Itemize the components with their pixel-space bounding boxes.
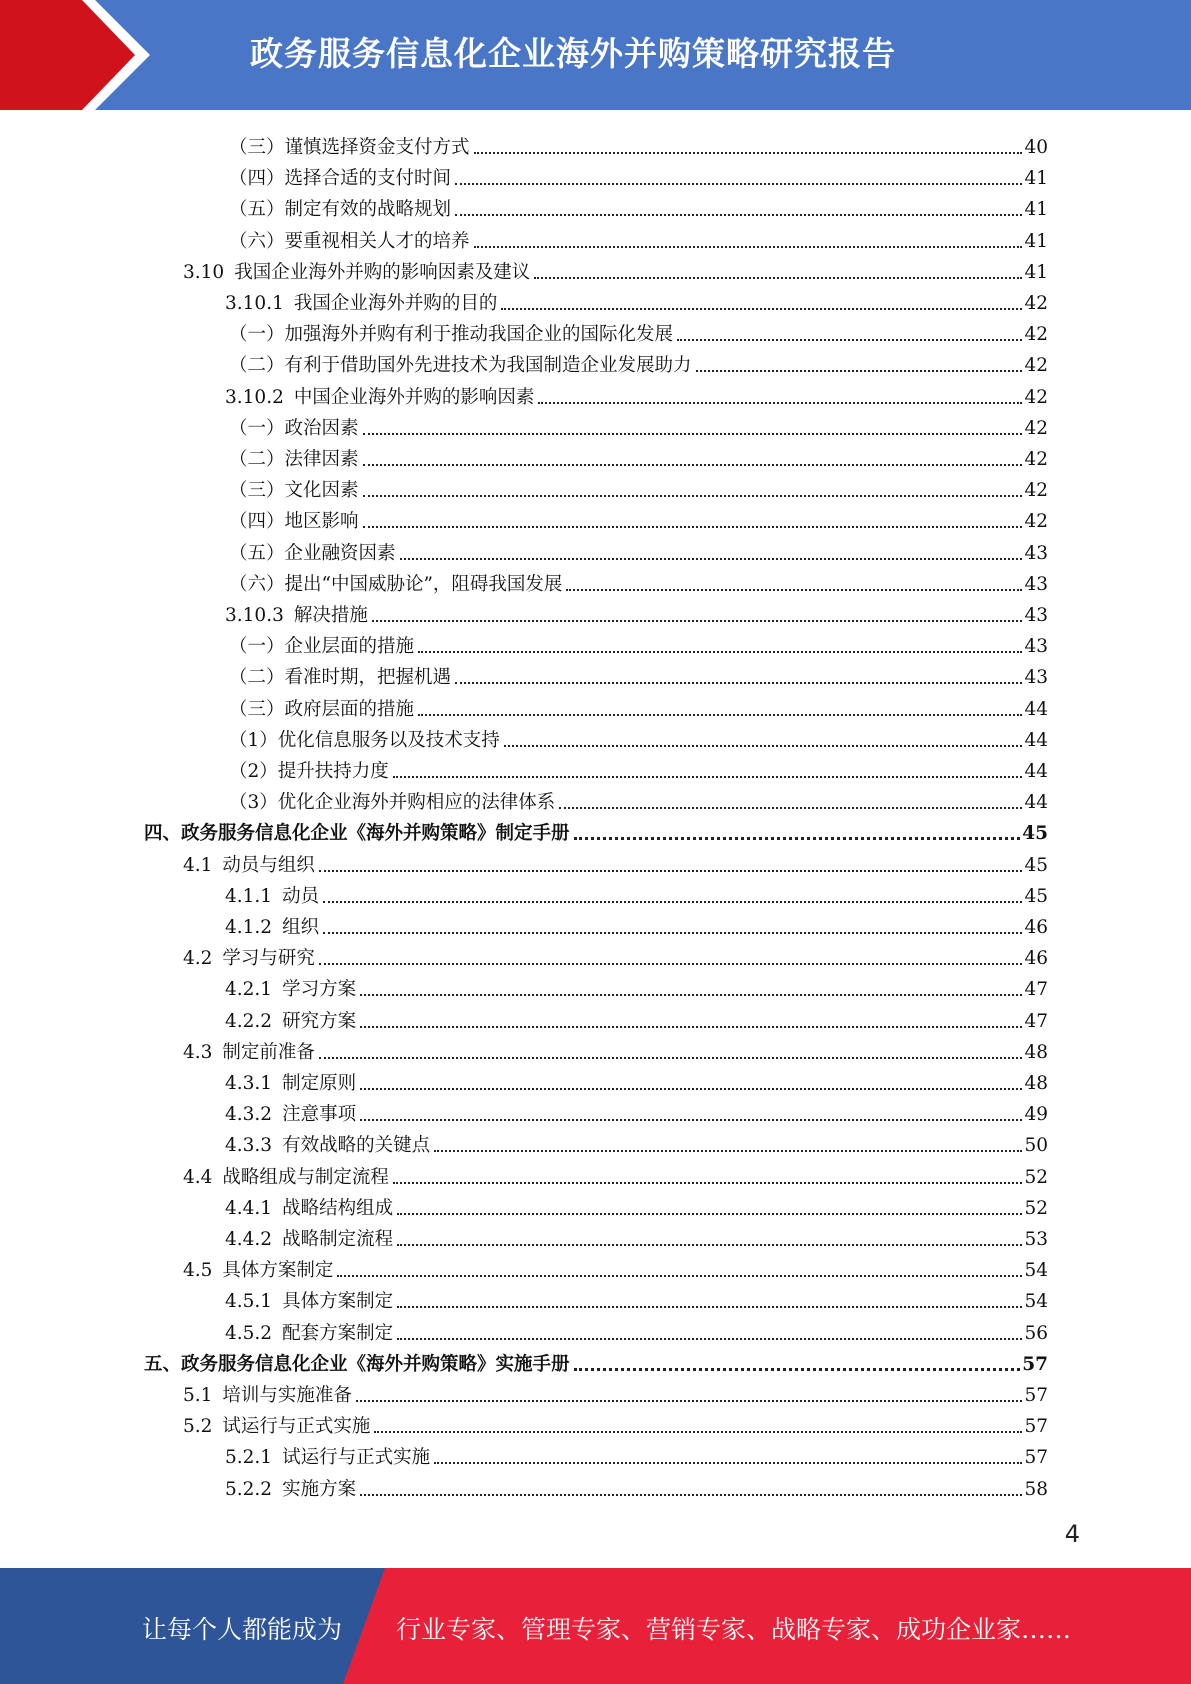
toc-entry-number: 4.4.2	[225, 1229, 273, 1250]
toc-dot-leader	[455, 682, 1022, 684]
toc-entry-title: 研究方案	[282, 1010, 357, 1032]
toc-dot-leader	[319, 1057, 1023, 1059]
toc-entry-page: 41	[1024, 168, 1048, 190]
toc-entry[interactable]	[225, 877, 1048, 908]
toc-dot-leader	[319, 963, 1023, 965]
toc-dot-leader	[474, 246, 1023, 248]
toc-entry-title: （四）选择合适的支付时间	[229, 168, 452, 190]
toc-entry-title: 四、政务服务信息化企业《海外并购策略》制定手册	[144, 823, 570, 845]
toc-dot-leader	[323, 901, 1022, 903]
toc-entry[interactable]	[183, 939, 1048, 970]
toc-entry-page: 48	[1024, 1041, 1048, 1063]
toc-dot-leader	[356, 1400, 1023, 1402]
toc-entry-title: 具体方案制定	[282, 1291, 394, 1313]
toc-entry-number: 4.3.3	[225, 1135, 273, 1157]
toc-entry-title: 制定原则	[282, 1073, 357, 1094]
toc-entry-page: 56	[1024, 1322, 1048, 1344]
toc-entry-number: 4.4	[183, 1166, 213, 1188]
toc-entry-page: 47	[1024, 1010, 1048, 1032]
toc-dot-leader	[397, 1338, 1022, 1340]
toc-entry-number: 4.4.1	[225, 1197, 273, 1219]
toc-entry-title: 战略结构组成	[282, 1197, 394, 1219]
toc-entry-title: 解决措施	[293, 605, 368, 626]
toc-entry[interactable]	[225, 1314, 1048, 1345]
toc-entry-title: 配套方案制定	[282, 1322, 394, 1344]
toc-entry-number: 5.2.1	[225, 1447, 273, 1469]
header-red-flag-decoration	[0, 0, 160, 110]
toc-entry-title: （四）地区影响	[229, 511, 359, 533]
toc-entry-page: 45	[1024, 885, 1048, 907]
toc-entry-title: 学习与研究	[222, 948, 315, 970]
toc-entry-number: 5.2.2	[225, 1478, 273, 1500]
toc-entry-title: 动员与组织	[222, 854, 315, 876]
toc-entry[interactable]	[225, 1064, 1048, 1095]
footer-slogan-left: 让每个人都能成为	[142, 1615, 343, 1644]
toc-entry-title: （2）提升扶持力度	[229, 761, 389, 782]
toc-entry-page: 54	[1024, 1291, 1048, 1313]
toc-entry[interactable]	[183, 1376, 1048, 1407]
toc-dot-leader	[400, 558, 1023, 560]
toc-entry-page: 54	[1024, 1260, 1048, 1282]
toc-entry[interactable]	[229, 565, 1048, 596]
toc-entry-title: （五）企业融资因素	[229, 542, 396, 564]
toc-dot-leader	[677, 339, 1022, 341]
toc-entry[interactable]	[229, 222, 1048, 253]
toc-entry-title: （一）加强海外并购有利于推动我国企业的国际化发展	[229, 324, 674, 346]
toc-entry-title: 有效战略的关键点	[282, 1135, 431, 1157]
toc-dot-leader	[360, 994, 1022, 996]
toc-entry-number: 4.2.2	[225, 1010, 273, 1032]
toc-entry-page: 43	[1024, 667, 1048, 689]
toc-entry-page: 48	[1024, 1073, 1048, 1094]
toc-entry-title: （二）有利于借助国外先进技术为我国制造企业发展助力	[229, 355, 692, 377]
toc-entry-number: 3.10	[183, 261, 225, 283]
toc-entry-page: 52	[1024, 1197, 1048, 1219]
toc-entry[interactable]	[144, 814, 1048, 845]
toc-entry[interactable]	[225, 908, 1048, 939]
toc-entry-page: 43	[1024, 573, 1048, 595]
toc-dot-leader	[393, 1182, 1023, 1184]
toc-dot-leader	[574, 837, 1021, 840]
toc-entry[interactable]	[229, 658, 1048, 689]
toc-dot-leader	[397, 1244, 1022, 1246]
toc-entry-page: 43	[1024, 636, 1048, 658]
toc-entry-number: 3.10.3	[225, 605, 284, 626]
toc-entry-page: 45	[1024, 854, 1048, 876]
toc-dot-leader	[434, 1150, 1022, 1152]
toc-entry-title: 中国企业海外并购的影响因素	[293, 386, 535, 408]
toc-entry[interactable]	[229, 159, 1048, 190]
toc-entry[interactable]	[225, 1002, 1048, 1033]
toc-dot-leader	[360, 1494, 1022, 1496]
toc-dot-leader	[534, 277, 1022, 279]
toc-entry-title: （五）制定有效的战略规划	[229, 199, 452, 221]
toc-entry-number: 4.3.1	[225, 1073, 273, 1094]
toc-entry[interactable]	[183, 1251, 1048, 1282]
toc-entry-number: 4.3	[183, 1041, 213, 1063]
toc-entry-number: 4.5.2	[225, 1322, 273, 1344]
toc-entry[interactable]	[225, 970, 1048, 1001]
toc-entry-number: 4.2	[183, 948, 213, 970]
toc-entry-title: （3）优化企业海外并购相应的法律体系	[229, 792, 556, 814]
toc-entry[interactable]	[229, 315, 1048, 346]
toc-entry[interactable]	[229, 128, 1048, 159]
toc-entry-page: 42	[1024, 293, 1048, 314]
toc-entry-number: 4.2.1	[225, 979, 273, 1001]
toc-entry-page: 40	[1024, 137, 1048, 158]
toc-entry[interactable]	[183, 1033, 1048, 1064]
toc-entry[interactable]	[229, 409, 1048, 440]
toc-dot-leader	[360, 1088, 1022, 1090]
toc-dot-leader	[363, 464, 1023, 466]
toc-entry-page: 42	[1024, 355, 1048, 377]
toc-entry[interactable]	[225, 284, 1048, 315]
toc-entry-title: （一）企业层面的措施	[229, 636, 415, 658]
toc-entry-page: 57	[1024, 1385, 1048, 1406]
toc-entry-number: 5.1	[183, 1385, 213, 1406]
toc-entry-number: 3.10.2	[225, 386, 284, 408]
toc-entry[interactable]	[229, 534, 1048, 565]
toc-entry[interactable]	[183, 1158, 1048, 1189]
toc-dot-leader	[474, 152, 1023, 154]
toc-entry-number: 4.5.1	[225, 1291, 273, 1313]
toc-dot-leader	[372, 620, 1023, 622]
toc-dot-leader	[504, 745, 1023, 747]
toc-entry-page: 42	[1024, 417, 1048, 439]
toc-entry-number: 3.10.1	[225, 293, 284, 314]
toc-entry-page: 44	[1024, 698, 1048, 720]
toc-entry-page: 57	[1024, 1416, 1048, 1438]
toc-entry[interactable]	[229, 502, 1048, 533]
toc-dot-leader	[393, 776, 1023, 778]
toc-entry-page: 44	[1024, 761, 1048, 782]
toc-dot-leader	[397, 1213, 1022, 1215]
toc-dot-leader	[696, 370, 1023, 372]
toc-entry-title: （二）看准时期，把握机遇	[229, 667, 452, 689]
toc-entry[interactable]	[229, 752, 1048, 783]
toc-entry[interactable]	[225, 1220, 1048, 1251]
toc-entry-page: 57	[1022, 1353, 1048, 1375]
toc-entry-page: 52	[1024, 1166, 1048, 1188]
toc-dot-leader	[538, 402, 1022, 404]
toc-entry[interactable]	[225, 1126, 1048, 1157]
toc-dot-leader	[363, 433, 1023, 435]
toc-entry-page: 50	[1024, 1135, 1048, 1157]
toc-entry[interactable]	[225, 1470, 1048, 1501]
toc-entry-title: （三）谨慎选择资金支付方式	[229, 137, 470, 158]
toc-entry[interactable]	[225, 378, 1048, 409]
toc-entry-page: 42	[1024, 449, 1048, 470]
toc-entry-title: （三）政府层面的措施	[229, 698, 415, 720]
toc-entry-title: 实施方案	[282, 1478, 357, 1500]
toc-entry-page: 44	[1024, 792, 1048, 814]
toc-dot-leader	[337, 1275, 1022, 1277]
toc-entry-title: 战略组成与制定流程	[222, 1166, 389, 1188]
toc-entry-title: 我国企业海外并购的目的	[293, 293, 498, 314]
toc-dot-leader	[374, 1431, 1022, 1433]
toc-entry-title: （一）政治因素	[229, 417, 359, 439]
toc-entry[interactable]	[229, 346, 1048, 377]
toc-dot-leader	[360, 1026, 1022, 1028]
toc-entry-number: 4.5	[183, 1260, 213, 1282]
toc-entry[interactable]	[225, 1438, 1048, 1469]
toc-entry-title: 制定前准备	[222, 1041, 315, 1063]
toc-dot-leader	[418, 714, 1022, 716]
toc-entry-number: 4.1.2	[225, 917, 273, 938]
toc-entry-page: 43	[1024, 605, 1048, 626]
toc-entry-page: 41	[1024, 199, 1048, 221]
toc-entry-title: 学习方案	[282, 979, 357, 1001]
toc-entry-title: 具体方案制定	[222, 1260, 334, 1282]
toc-dot-leader	[455, 214, 1022, 216]
toc-dot-leader	[418, 651, 1022, 653]
toc-dot-leader	[363, 526, 1023, 528]
toc-entry-page: 53	[1024, 1229, 1048, 1250]
report-title: 政务服务信息化企业海外并购策略研究报告	[250, 34, 896, 73]
toc-entry[interactable]	[183, 253, 1048, 284]
toc-entry-page: 46	[1024, 948, 1048, 970]
toc-entry-page: 42	[1024, 511, 1048, 533]
toc-entry[interactable]	[229, 690, 1048, 721]
toc-entry-title: （二）法律因素	[229, 449, 359, 470]
toc-entry-title: 培训与实施准备	[222, 1385, 352, 1406]
toc-dot-leader	[363, 495, 1023, 497]
toc-entry-number: 4.3.2	[225, 1104, 273, 1126]
toc-entry-title: 战略制定流程	[282, 1229, 394, 1250]
toc-entry[interactable]	[225, 1189, 1048, 1220]
toc-entry[interactable]	[144, 1345, 1048, 1376]
toc-dot-leader	[323, 932, 1022, 934]
toc-dot-leader	[319, 870, 1023, 872]
toc-entry[interactable]	[183, 846, 1048, 877]
toc-dot-leader	[559, 807, 1022, 809]
toc-entry[interactable]	[183, 1407, 1048, 1438]
toc-entry-page: 44	[1024, 729, 1048, 751]
toc-entry-page: 46	[1024, 917, 1048, 938]
toc-entry-page: 45	[1022, 823, 1048, 845]
toc-entry-page: 58	[1024, 1478, 1048, 1500]
toc-entry-number: 5.2	[183, 1416, 213, 1438]
toc-entry-title: （六）要重视相关人才的培养	[229, 230, 470, 252]
toc-dot-leader	[360, 1119, 1022, 1121]
toc-entry[interactable]	[225, 596, 1048, 627]
toc-entry[interactable]	[225, 1095, 1048, 1126]
toc-entry-number: 4.1.1	[225, 885, 273, 907]
toc-entry-number: 4.1	[183, 854, 213, 876]
toc-entry-page: 41	[1024, 230, 1048, 252]
toc-entry-title: 五、政务服务信息化企业《海外并购策略》实施手册	[144, 1353, 570, 1375]
toc-entry[interactable]	[229, 190, 1048, 221]
toc-dot-leader	[397, 1306, 1022, 1308]
toc-entry-title: （1）优化信息服务以及技术支持	[229, 729, 500, 751]
toc-entry-page: 41	[1024, 261, 1048, 283]
toc-dot-leader	[501, 308, 1022, 310]
toc-dot-leader	[574, 1368, 1021, 1371]
toc-entry-page: 47	[1024, 979, 1048, 1001]
toc-entry[interactable]	[229, 721, 1048, 752]
toc-entry-page: 42	[1024, 386, 1048, 408]
toc-entry-title: 组织	[282, 917, 320, 938]
toc-entry[interactable]	[229, 783, 1048, 814]
toc-entry-title: （三）文化因素	[229, 480, 359, 502]
page-number: 4	[1064, 1520, 1080, 1548]
toc-entry-page: 42	[1024, 324, 1048, 346]
page-header	[0, 0, 1191, 110]
toc-entry-title: 注意事项	[282, 1104, 357, 1126]
toc-entry-title: 试运行与正式实施	[222, 1416, 371, 1438]
toc-entry-page: 49	[1024, 1104, 1048, 1126]
toc-entry-title: （六）提出“中国威胁论”，阻碍我国发展	[229, 573, 563, 595]
toc-entry-title: 我国企业海外并购的影响因素及建议	[234, 261, 531, 283]
toc-entry[interactable]	[229, 440, 1048, 471]
toc-dot-leader	[434, 1462, 1022, 1464]
toc-entry-title: 试运行与正式实施	[282, 1447, 431, 1469]
toc-entry-page: 43	[1024, 542, 1048, 564]
toc-entry[interactable]	[229, 627, 1048, 658]
toc-dot-leader	[566, 589, 1022, 591]
toc-entry-page: 42	[1024, 480, 1048, 502]
page-footer	[0, 1568, 1191, 1684]
footer-slogan-right: 行业专家、管理专家、营销专家、战略专家、成功企业家……	[396, 1615, 1072, 1644]
toc-entry-page: 57	[1024, 1447, 1048, 1469]
toc-dot-leader	[455, 183, 1022, 185]
toc-entry-title: 动员	[282, 885, 320, 907]
toc-entry[interactable]	[229, 471, 1048, 502]
toc-entry[interactable]	[225, 1282, 1048, 1313]
